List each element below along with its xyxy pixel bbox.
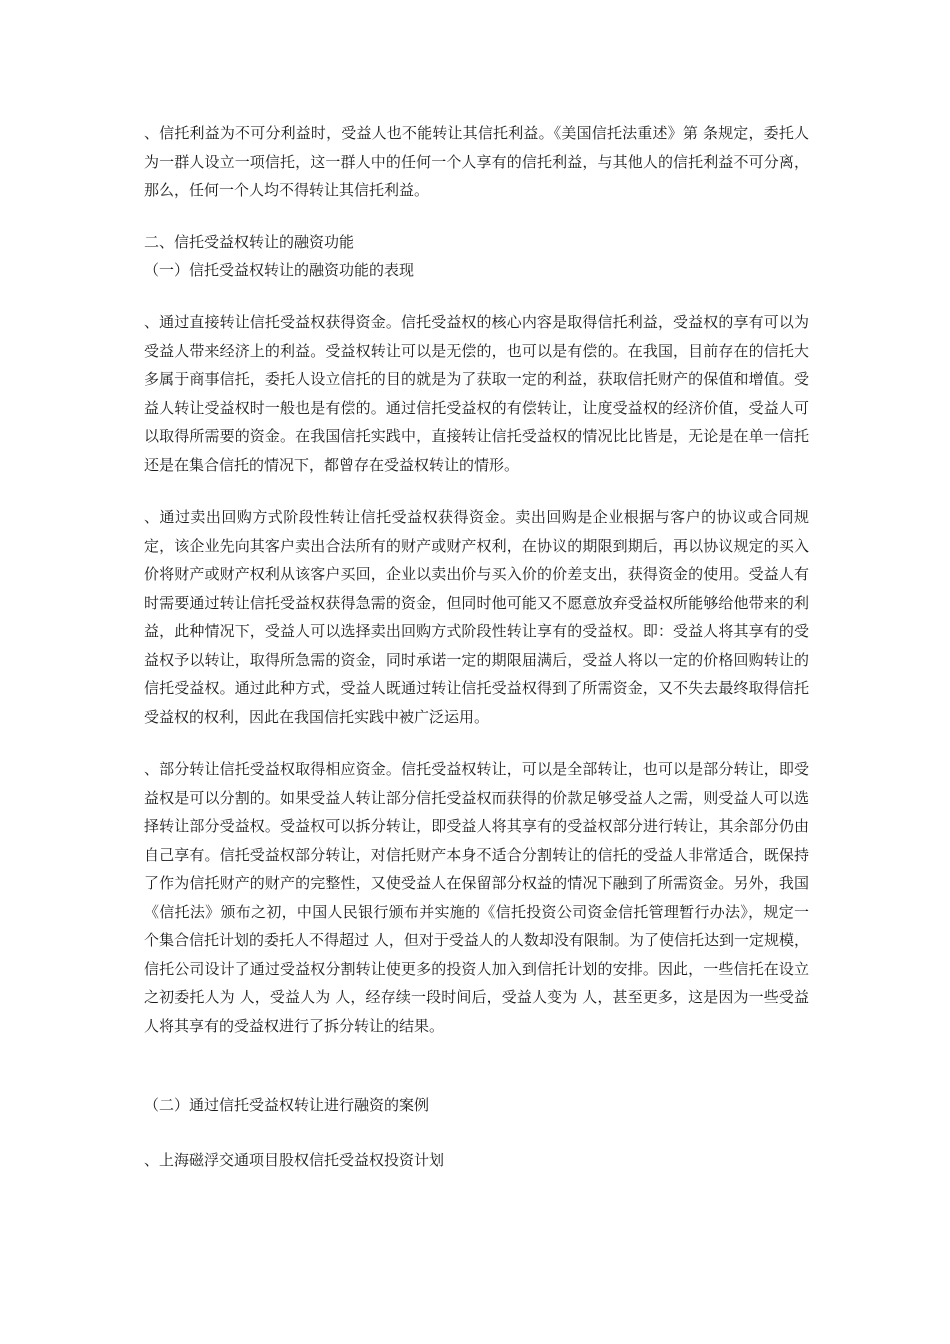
paragraph-partial-transfer: 、部分转让信托受益权取得相应资金。信托受益权转让，可以是全部转让，也可以是部分转让，即受益权是可以分割的。如果受益人转让部分信托受益权而获得的价款足够受益人之需，则受益人可以选择转让部分受益权。受益权可以拆分转让，即受益人将其享有的受益权部分进行转让，其余部分仍由自己享有。信托受益权部分转让，对信托财产本身不适合分割转让的信托的受益人非常适合，既保持了作为信托财产的财产的完整性，又使受益人在保留部分权益的情况下融到了所需资金。另外，我国《信托法》颁布之初，中国人民银行颁布并实施的《信托投资公司资金信托管理暂行办法》，规定一个集合信托计划的委托人不得超过 人，但对于受益人的人数却没有限制。为了使信托达到一定规模，信托公司设计了通过受益权分割转让使更多的投资人加入到信托计划的安排。因此，一些信托在设立之初委托人为 人，受益人为 人，经存续一段时间后，受益人变为 人，甚至更多，这是因为一些受益人将其享有的受益权进行了拆分转让的结果。 [144, 760, 809, 1035]
subsection-heading: （一）信托受益权转让的融资功能的表现 [144, 261, 415, 279]
paragraph-indivisible-interest: 、信托利益为不可分利益时，受益人也不能转让其信托利益。《美国信托法重述》第 条规定，委托人为一群人设立一项信托，这一群人中的任何一个人享有的信托利益，与其他人的信托利益不可分离，那么，任何一个人均不得转让其信托利益。 [144, 124, 809, 199]
paragraph-repurchase: 、通过卖出回购方式阶段性转让信托受益权获得资金。卖出回购是企业根据与客户的协议或合同规定，该企业先向其客户卖出合法所有的财产或财产权利，在协议的期限到期后，再以协议规定的买入价将财产或财产权利从该客户买回，企业以卖出价与买入价的价差支出，获得资金的使用。受益人有时需要通过转让信托受益权获得急需的资金，但同时他可能又不愿意放弃受益权所能够给他带来的利益，此种情况下，受益人可以选择卖出回购方式阶段性转让享有的受益权。即：受益人将其享有的受益权予以转让，取得所急需的资金，同时承诺一定的期限届满后，受益人将以一定的价格回购转让的信托受益权。通过此种方式，受益人既通过转让信托受益权得到了所需资金，又不失去最终取得信托受益权的权利，因此在我国信托实践中被广泛运用。 [144, 508, 809, 726]
case-title: 、上海磁浮交通项目股权信托受益权投资计划 [144, 1151, 445, 1169]
section-heading: 二、信托受益权转让的融资功能 [144, 233, 355, 251]
subsection-heading-cases: （二）通过信托受益权转让进行融资的案例 [144, 1096, 430, 1114]
paragraph-direct-transfer: 、通过直接转让信托受益权获得资金。信托受益权的核心内容是取得信托利益，受益权的享有可以为受益人带来经济上的利益。受益权转让可以是无偿的，也可以是有偿的。在我国，目前存在的信托大多属于商事信托，委托人设立信托的目的就是为了获取一定的利益，获取信托财产的保值和增值。受益人转让受益权时一般也是有偿的。通过信托受益权的有偿转让，让度受益权的经济价值，受益人可以取得所需要的资金。在我国信托实践中，直接转让信托受益权的情况比比皆是，无论是在单一信托还是在集合信托的情况下，都曾存在受益权转让的情形。 [144, 313, 809, 474]
